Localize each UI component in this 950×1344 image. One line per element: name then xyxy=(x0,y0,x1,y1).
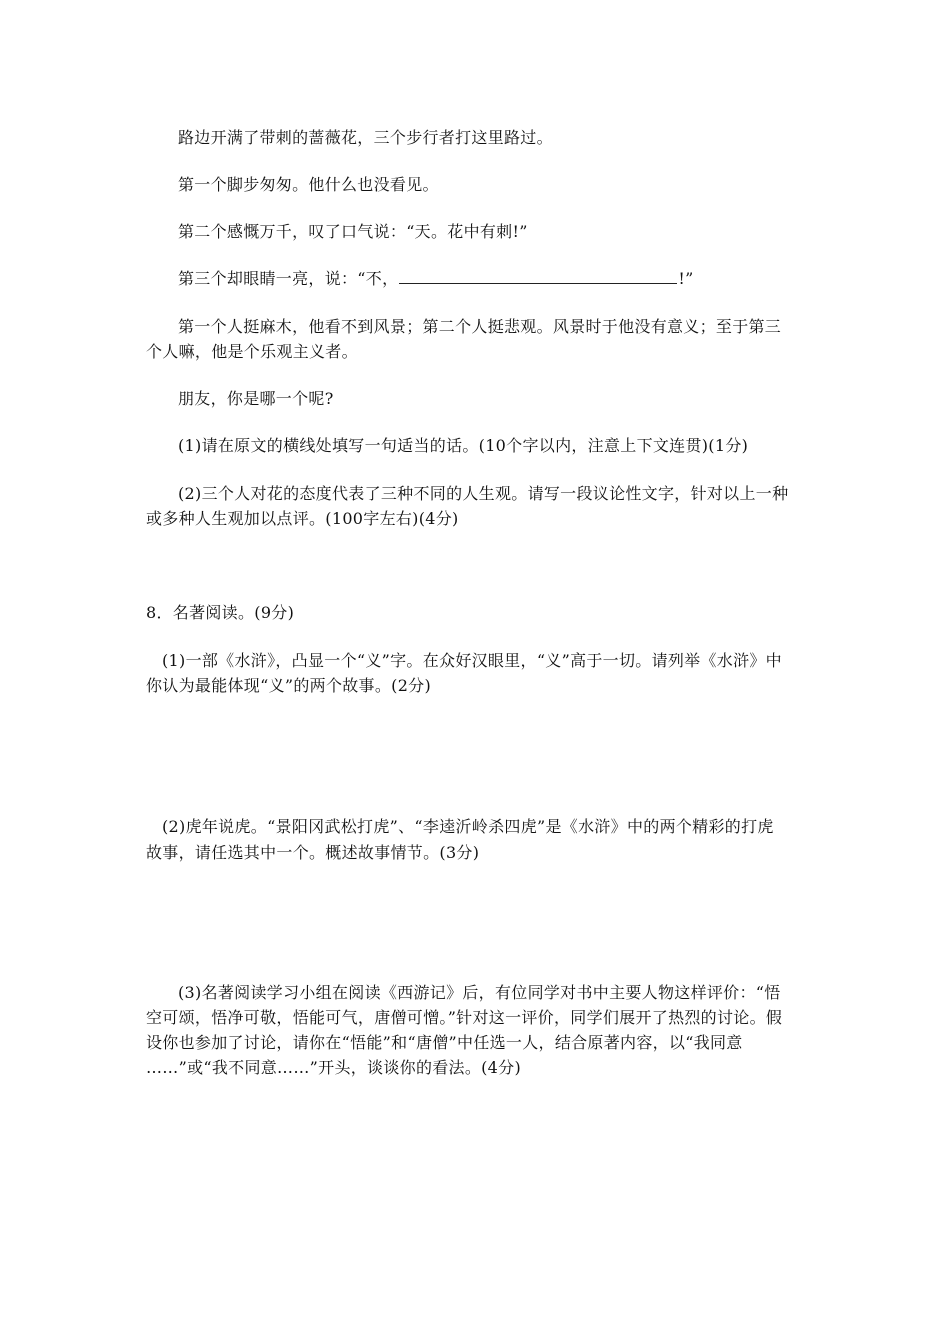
passage-paragraph-6: 朋友，你是哪一个呢? xyxy=(178,389,334,408)
question-8-heading: 8．名著阅读。(9分) xyxy=(146,603,295,622)
question-7-sub-1: (1)请在原文的横线处填写一句适当的话。(10个字以内，注意上下文连贯)(1分) xyxy=(178,436,749,455)
question-8-sub-3-line-4: ……”或“我不同意……”开头，谈谈你的看法。(4分) xyxy=(146,1058,522,1077)
passage-paragraph-4 xyxy=(178,268,694,290)
question-8-sub-1-line-1: (1)一部《水浒》，凸显一个“义”字。在众好汉眼里，“义”高于一切。请列举《水浒》中 xyxy=(162,651,782,670)
question-8-sub-3-line-3: 设你也参加了讨论，请你在“悟能”和“唐僧”中任选一人，结合原著内容，以“我同意 xyxy=(146,1033,743,1052)
question-7-sub-2-line-2: 或多种人生观加以点评。(100字左右)(4分) xyxy=(146,509,459,528)
paragraph-4-suffix: !” xyxy=(678,269,694,288)
question-8-sub-2-line-2: 故事，请任选其中一个。概述故事情节。(3分) xyxy=(146,843,480,862)
question-8-sub-3-line-2: 空可颂，悟净可敬，悟能可气，唐僧可憎。”针对这一评价，同学们展开了热烈的讨论。假 xyxy=(146,1008,783,1027)
passage-paragraph-5-line-1: 第一个人挺麻木，他看不到风景；第二个人挺悲观。风景时于他没有意义；至于第三 xyxy=(178,317,782,336)
question-8-sub-2-line-1: (2)虎年说虎。“景阳冈武松打虎”、“李逵沂岭杀四虎”是《水浒》中的两个精彩的打虎 xyxy=(162,817,774,836)
question-7-sub-2-line-1: (2)三个人对花的态度代表了三种不同的人生观。请写一段议论性文字，针对以上一种 xyxy=(178,484,789,503)
passage-paragraph-1: 路边开满了带刺的蔷薇花，三个步行者打这里路过。 xyxy=(178,128,553,147)
passage-paragraph-5-line-2: 个人嘛，他是个乐观主义者。 xyxy=(146,342,358,361)
passage-paragraph-2: 第一个脚步匆匆。他什么也没看见。 xyxy=(178,175,439,194)
question-8-sub-1-line-2: 你认为最能体现“义”的两个故事。(2分) xyxy=(146,676,432,695)
fill-in-blank-line[interactable] xyxy=(399,269,677,284)
passage-paragraph-3: 第二个感慨万千，叹了口气说：“天。花中有刺!” xyxy=(178,222,528,241)
paragraph-4-prefix: 第三个却眼睛一亮，说：“不， xyxy=(178,269,399,288)
question-8-sub-3-line-1: (3)名著阅读学习小组在阅读《西游记》后，有位同学对书中主要人物这样评价：“悟 xyxy=(178,983,781,1002)
